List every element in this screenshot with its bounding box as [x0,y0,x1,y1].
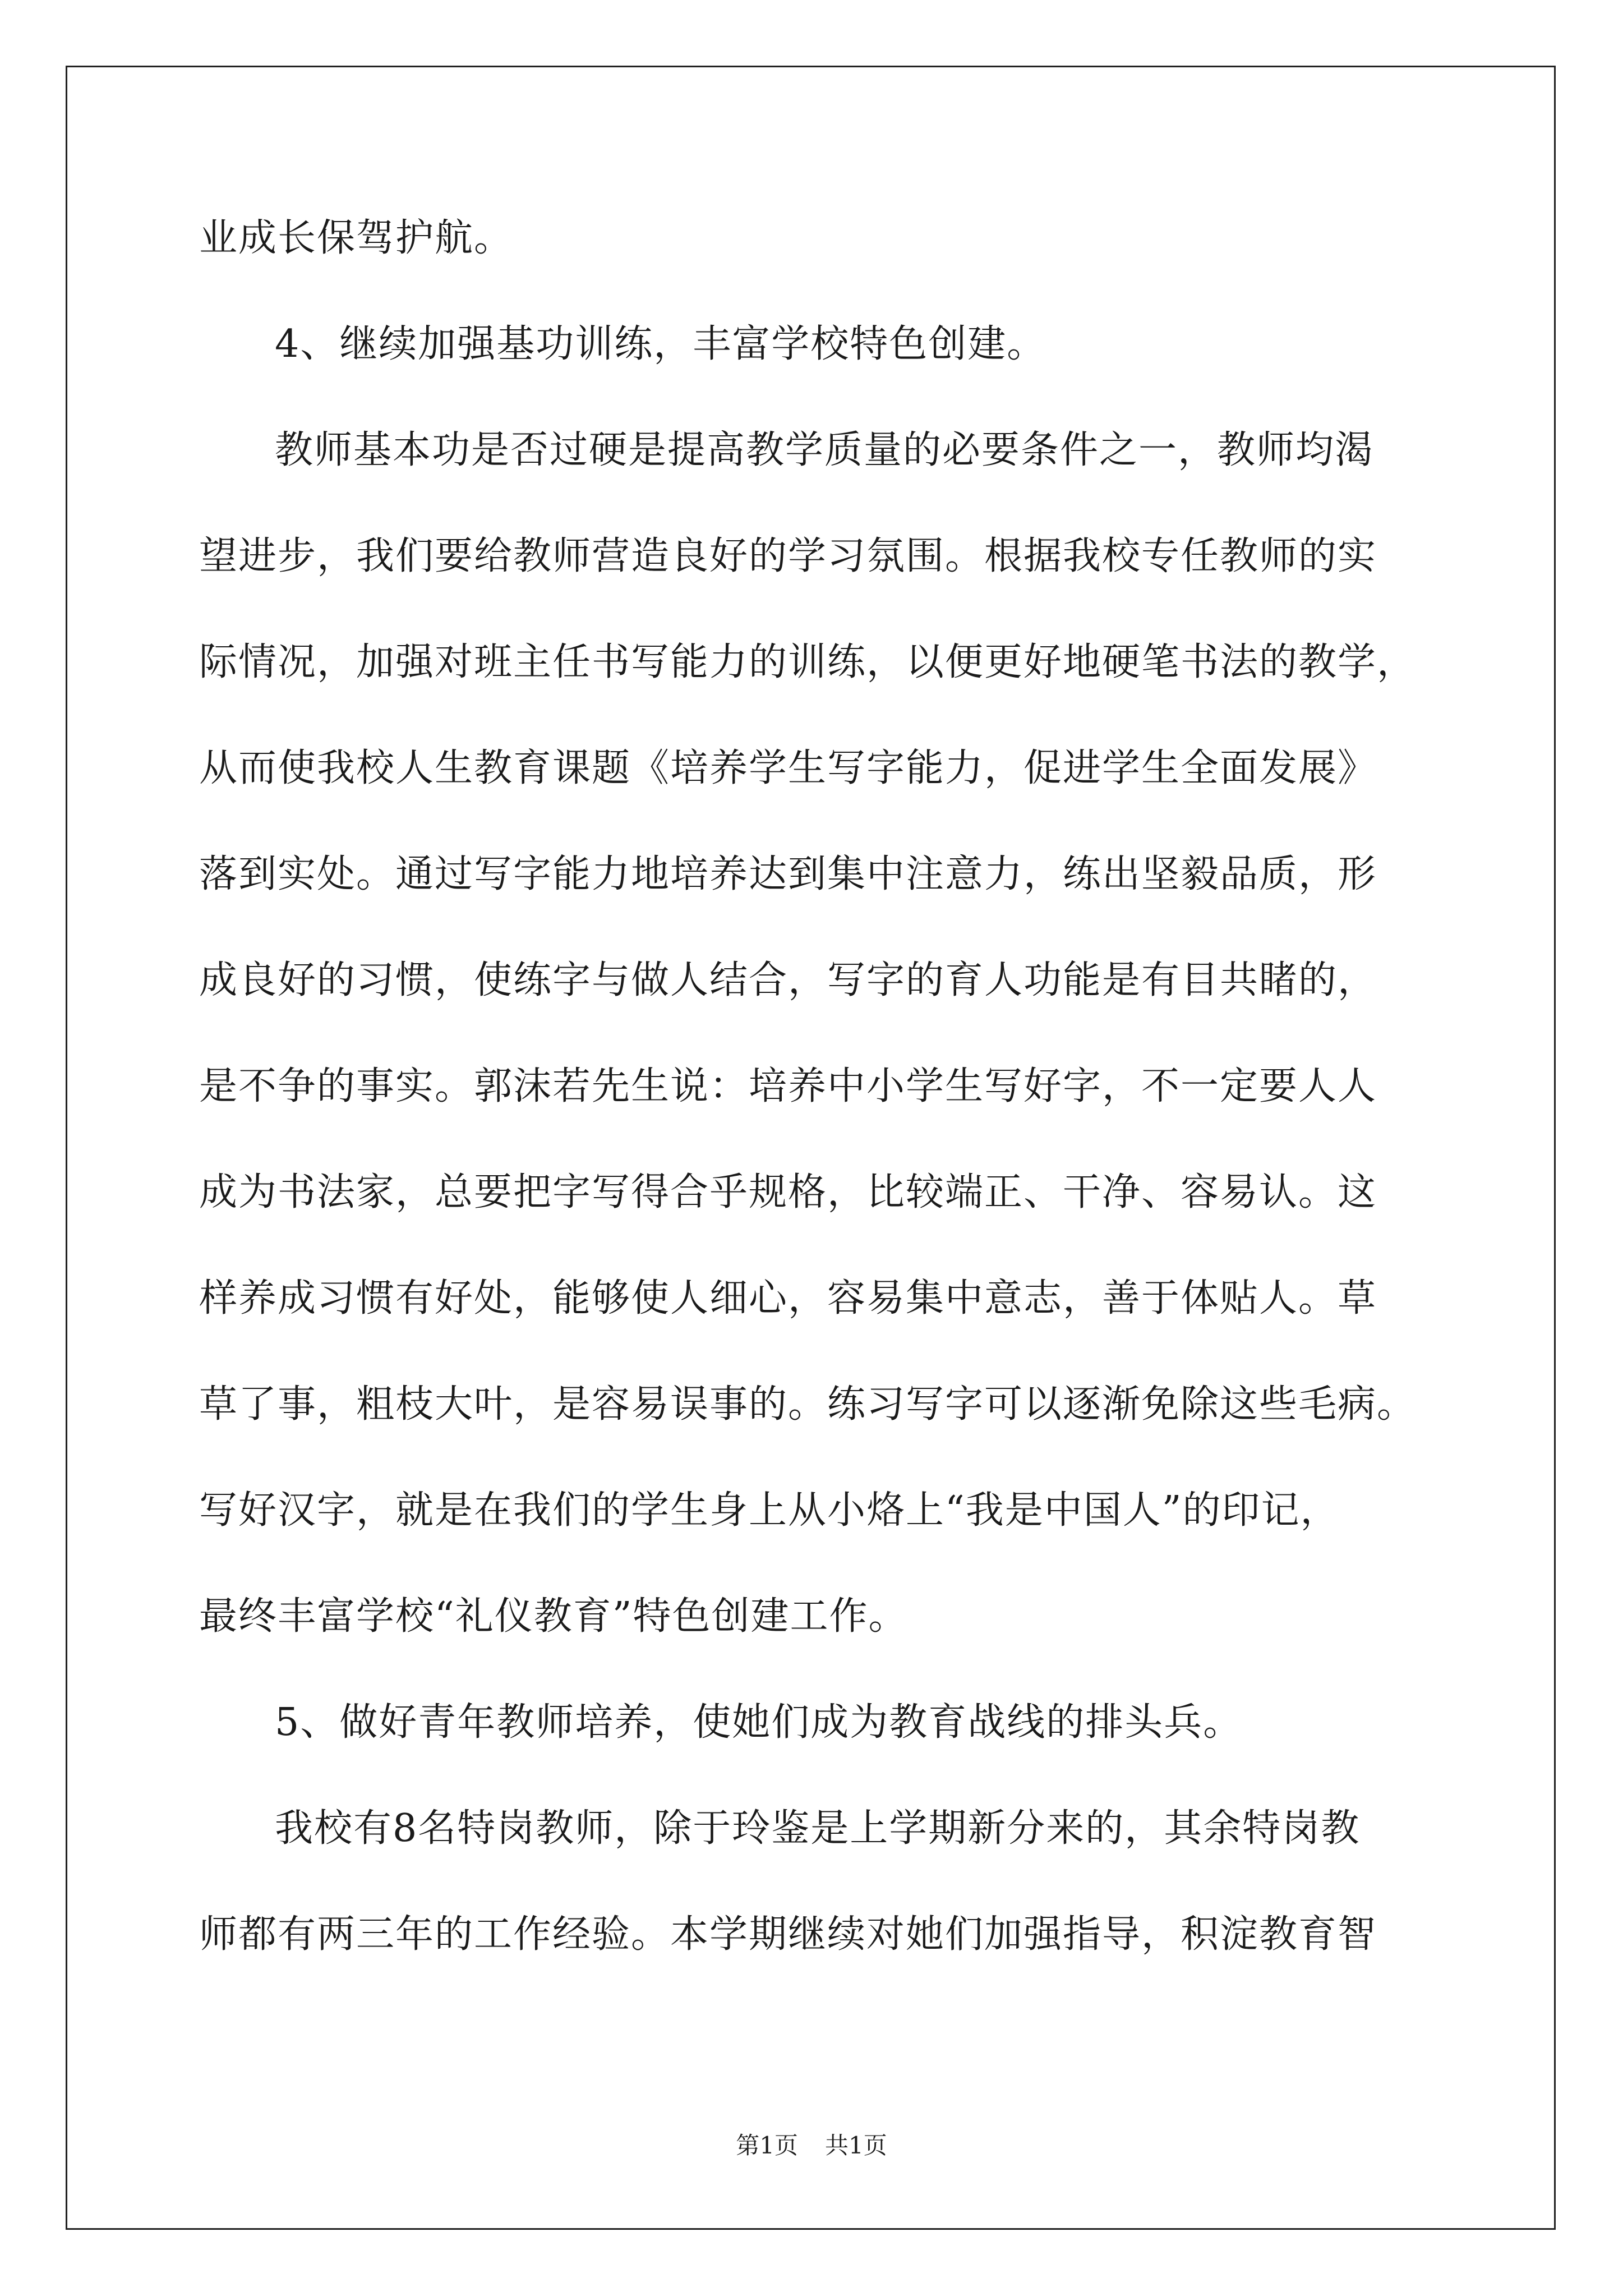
section-heading: 4、继续加强基功训练，丰富学校特色创建。 [275,322,1046,366]
text-line: 从而使我校人生教育课题《培养学生写字能力，促进学生全面发展》 [199,746,1377,790]
page-border [66,66,1556,2230]
text-line: 写好汉字，就是在我们的学生身上从小烙上“我是中国人”的印记， [199,1488,1340,1533]
paragraph-first-line: 我校有8名特岗教师，除于玲鉴是上学期新分来的，其余特岗教 [275,1806,1361,1851]
page-total: 共1页 [825,2132,887,2159]
text-line: 样养成习惯有好处，能够使人细心，容易集中意志，善于体贴人。草 [199,1276,1377,1320]
paragraph-first-line: 教师基本功是否过硬是提高教学质量的必要条件之一，教师均渴 [275,428,1375,472]
text-line: 望进步，我们要给教师营造良好的学习氛围。根据我校专任教师的实 [199,534,1377,578]
text-line: 草了事，粗枝大叶，是容易误事的。练习写字可以逐渐免除这些毛病。 [199,1382,1417,1427]
text-line: 最终丰富学校“礼仪教育”特色创建工作。 [199,1594,908,1639]
text-line: 业成长保驾护航。 [199,216,514,260]
text-line: 是不争的事实。郭沫若先生说：培养中小学生写好字，不一定要人人 [199,1064,1377,1108]
section-heading: 5、做好青年教师培养，使她们成为教育战线的排头兵。 [275,1700,1243,1745]
text-line: 成为书法家，总要把字写得合乎规格，比较端正、干净、容易认。这 [199,1170,1377,1214]
page-number: 第1页 [736,2132,798,2159]
text-line: 际情况，加强对班主任书写能力的训练，以便更好地硬笔书法的教学， [199,640,1417,684]
text-line: 落到实处。通过写字能力地培养达到集中注意力，练出坚毅品质，形 [199,852,1377,896]
text-line: 师都有两三年的工作经验。本学期继续对她们加强指导，积淀教育智 [199,1912,1377,1957]
text-line: 成良好的习惯，使练字与做人结合，写字的育人功能是有目共睹的， [199,958,1377,1002]
page-footer [0,2132,1623,2160]
